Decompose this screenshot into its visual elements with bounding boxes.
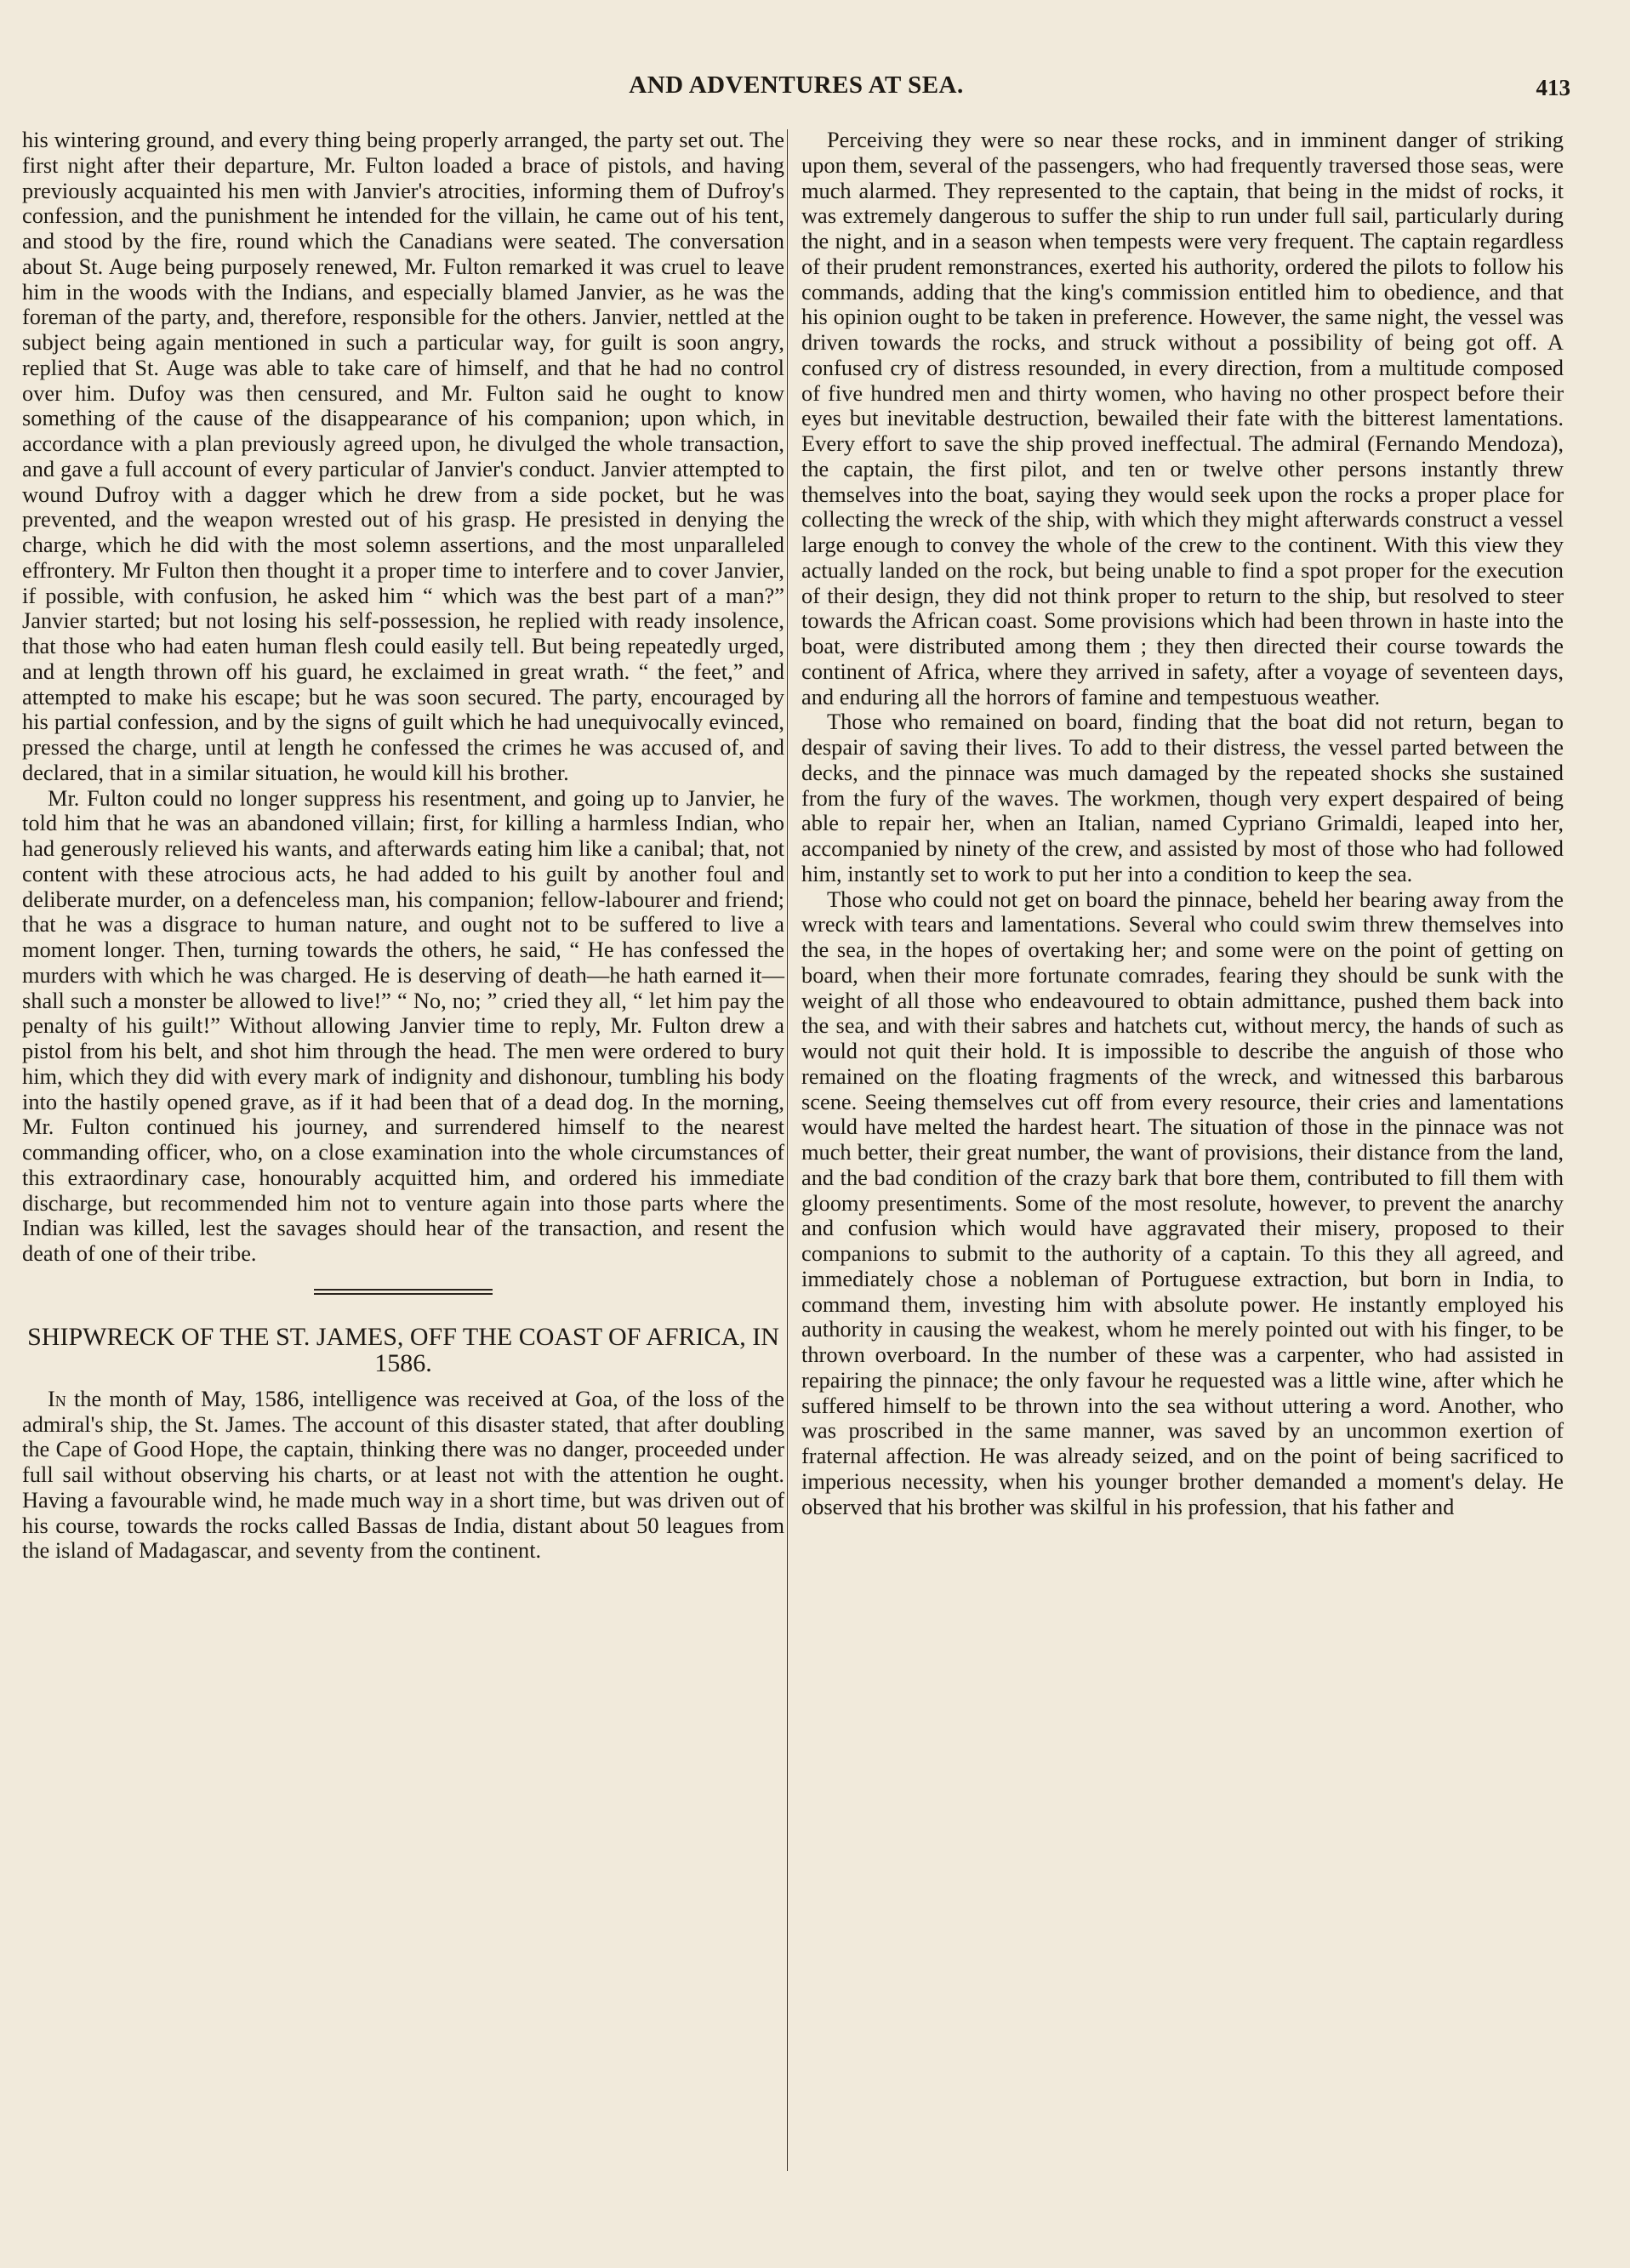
right-column [801,128,1564,1519]
divider-line [314,1293,493,1295]
section-divider [314,1289,493,1295]
article-paragraph-1 [22,1387,784,1564]
page-number: 413 [1536,75,1570,100]
left-paragraph-2: Mr. Fulton could no longer suppress his resentment, and going up to Janvier, he told him that he was an abandoned villain; first, for killing a harmless Indian, who had generously relieved his wants, and afterwards eating him like a canibal; that, not content with these atrocious acts, he had added to his guilt by another foul and deliberate murder, on a defenceless man, his companion; fellow-labourer and friend; that he was a disgrace to human nature, and ought not to be suffered to live a moment longer. Then, turning towards the others, he said, “ He has confessed the murders with which he was charged. He is deserving of death—he hath earned it—shall such a monster be allowed to live!” “ No, no; ” cried they all, “ let him pay the penalty of his guilt!” Without allowing Janvier time to reply, Mr. Fulton drew a pistol from his belt, and shot him through the head. The men were ordered to bury him, which they did with every mark of indignity and dishonour, tumbling his body into the hastily opened grave, as if it had been that of a dead dog. In the morning, Mr. Fulton continued his journey, and surrendered himself to the nearest commanding officer, who, on a close examination into the whole circumstances of this extraordinary case, honourably acquitted him, and ordered his immediate discharge, but recommended him not to venture again into those parts where the Indian was killed, lest the savages should hear of the transaction, and resent the death of one of their tribe. [22,784,784,1266]
right-paragraph-1: Perceiving they were so near these rocks, and in imminent danger of striking upon them, several of the passengers, who had frequently traversed those seas, were much alarmed. They represented to the captain, that being in the midst of rocks, it was extremely dangerous to suffer the ship to run under full sail, particularly during the night, and in a season when tempests were very frequent. The captain regardless of their prudent remonstrances, exerted his authority, ordered the pilots to follow his commands, adding that the king's commission entitled him to obedience, and that his opinion ought to be taken in preference. However, the same night, the vessel was driven towards the rocks, and struck without a possibility of being got off. A confused cry of distress resounded, in every direction, from a multitude composed of five hundred men and thirty women, who having no other prospect before their eyes but inevitable destruction, bewailed their fate with the bitterest lamentations. Every effort to save the ship proved ineffectual. The admiral (Fernando Mendoza), the captain, the first pilot, and ten or twelve other persons instantly threw themselves into the boat, saying they would seek upon the rocks a proper place for collecting the wreck of the ship, with which they might afterwards construct a vessel large enough to convey the whole of the crew to the continent. With this view they actually landed on the rock, but being unable to find a spot proper for the execution of their design, they did not think proper to return to the ship, but resolved to steer towards the African coast. Some provisions which had been thrown in haste into the boat, were distributed among them ; they then directed their course towards the continent of Africa, where they arrived in safety, after a voyage of seventeen days, and enduring all the horrors of famine and tempestuous weather. [801,127,1564,709]
article-paragraph-1-text: the month of May, 1586, intelligence was received at Goa, of the loss of the admiral's ship, the St. James. The account of this disaster stated, that after doubling the Cape of Good Hope, the captain, thinking there was no danger, proceeded under full sail without observing his charts, or at least not with the attention he ought. Having a favourable wind, he made much way in a short time, but was driven out of his course, towards the rocks called Bassas de India, distant about 50 leagues from the island of Madagascar, and seventy from the continent. [22,1385,784,1564]
column-rule [787,129,788,2171]
left-column [22,128,784,1564]
right-paragraph-3: Those who could not get on board the pinnace, beheld her bearing away from the wreck with tears and lamentations. Several who could swim threw themselves into the sea, in the hopes of overtaking her; and some were on the point of getting on board, when their more fortunate comrades, fearing they should be sunk with the weight of all those who endeavoured to obtain admittance, pushed them back into the sea, and with their sabres and hatchets cut, without mercy, the hands of such as would not quit their hold. It is impossible to describe the anguish of those who remained on the floating fragments of the wreck, and witnessed this barbarous scene. Seeing themselves cut off from every resource, their cries and lamentations would have melted the hardest heart. The situation of those in the pinnace was not much better, their great number, the want of provisions, their distance from the land, and the bad condition of the crazy bark that bore them, contributed to fill them with gloomy presentiments. Some of the most resolute, however, to prevent the anarchy and confusion which would have aggravated their misery, proposed to their companions to submit to the authority of a captain. To this they all agreed, and immediately chose a nobleman of Portuguese extraction, but born in India, to command them, investing him with absolute power. He instantly employed his authority in causing the weakest, whom he merely pointed out with his finger, to be thrown overboard. In the number of these was a carpenter, who had assisted in repairing the pinnace; the only favour he requested was a little wine, after which he suffered himself to be thrown into the sea without uttering a word. Another, who was proscribed in the same manner, was saved by an uncommon exertion of fraternal affection. He was already seized, and on the point of being sacrificed to imperious necessity, when his younger brother demanded a moment's delay. He observed that his brother was skilful in his profession, that his father and [801,886,1564,1519]
right-paragraph-2: Those who remained on board, finding that the boat did not return, began to despair of saving their lives. To add to their distress, the vessel parted between the decks, and the pinnace was much damaged by the repeated shocks she sustained from the fury of the waves. The workmen, though very expert despaired of being able to repair her, when an Italian, named Cypriano Grimaldi, leaped into her, accompanied by ninety of the crew, and assisted by most of those who had followed him, instantly set to work to put her into a condition to keep the sea. [801,709,1564,886]
left-paragraph-1: his wintering ground, and every thing being properly arranged, the party set out. The first night after their departure, Mr. Fulton loaded a brace of pistols, and having previously acquainted his men with Janvier's atrocities, informing them of Dufroy's confession, and the punishment he intended for the villain, he came out of his tent, and stood by the fire, round which the Canadians were seated. The conversation about St. Auge being purposely renewed, Mr. Fulton remarked it was cruel to leave him in the woods with the Indians, and especially blamed Janvier, as he was the foreman of the party, and, therefore, responsible for the others. Janvier, nettled at the subject being again mentioned in such a particular way, for guilt is soon angry, replied that St. Auge was able to take care of himself, and that he had no control over him. Dufoy was then censured, and Mr. Fulton said he ought to know something of the cause of the disappearance of his companion; upon which, in accordance with a plan previously agreed upon, he divulged the whole transaction, and gave a full account of every particular of Janvier's conduct. Janvier attempted to wound Dufroy with a dagger which he drew from a side pocket, but he was prevented, and the weapon wrested out of his grasp. He presisted in denying the charge, which he did with the most solemn assertions, and the most unparalleled effrontery. Mr Fulton then thought it a proper time to interfere and to cover Janvier, if possible, with confusion, he asked him “ which was the best part of a man?” Janvier started; but not losing his self-possession, he replied with ready insolence, that those who had eaten human flesh could easily tell. But being repeatedly urged, and at length thrown off his guard, he exclaimed in great wrath. “ the feet,” and attempted to make his escape; but he was soon secured. The party, encouraged by his partial confession, and by the signs of guilt which he had unequivocally evinced, pressed the charge, until at length he confessed the crimes he was accused of, and declared, that in a similar situation, he would kill his brother. [22,127,784,785]
article-first-word: In [48,1385,66,1411]
article-title: SHIPWRECK OF THE ST. JAMES, OFF THE COAST OF AFRICA, IN 1586. [27,1322,779,1377]
running-title: AND ADVENTURES AT SEA. [629,71,964,99]
divider-line [314,1289,493,1291]
running-header [22,71,1570,109]
